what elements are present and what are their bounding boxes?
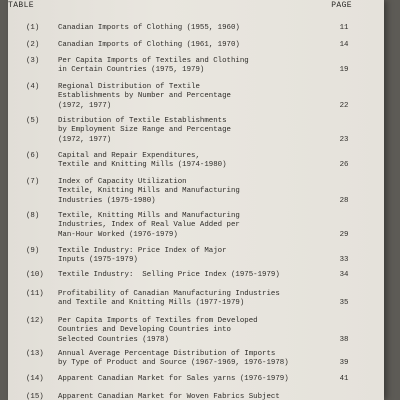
table-title xyxy=(58,393,326,400)
page-number: 29 xyxy=(339,230,349,239)
table-number: (3) xyxy=(26,57,40,65)
document-page xyxy=(8,0,384,400)
page-number: 34 xyxy=(339,271,349,279)
table-title xyxy=(58,317,326,345)
table-title-line: by Type of Product and Source (1967-1969, 1976-1978) xyxy=(58,359,289,368)
page-number: 26 xyxy=(339,161,349,170)
page-number: 33 xyxy=(339,256,349,265)
table-title xyxy=(58,117,326,145)
table-title xyxy=(58,350,326,369)
table-title xyxy=(58,178,326,206)
table-title-line: Countries and Developing Countries into xyxy=(58,326,231,335)
table-title-line: Index of Capacity Utilization xyxy=(58,178,187,186)
table-title-line: Annual Average Percentage Distribution of Imports xyxy=(58,350,276,358)
page-number: 11 xyxy=(339,24,349,32)
table-title-line: (1972, 1977) xyxy=(58,101,112,110)
page-number: 23 xyxy=(339,135,349,144)
table-title xyxy=(58,152,326,171)
table-title-line: Per Capita Imports of Textiles from Developed xyxy=(58,317,258,325)
table-title xyxy=(58,41,326,50)
page-number: 38 xyxy=(339,335,349,344)
page-number: 14 xyxy=(339,41,349,49)
table-title-line: Textile and Knitting Mills (1974-1980) xyxy=(58,161,227,170)
table-title xyxy=(58,57,326,76)
page-column-header: PAGE xyxy=(331,1,352,10)
table-number: (10) xyxy=(26,271,44,279)
table-title xyxy=(58,83,326,111)
table-title-line: and Textile and Knitting Mills (1977-1979) xyxy=(58,299,245,308)
table-title-line: Apparent Canadian Market for Woven Fabrics Subject xyxy=(58,393,280,400)
table-title xyxy=(58,212,326,240)
table-title xyxy=(58,271,326,280)
table-number: (6) xyxy=(26,152,40,160)
page-number: 35 xyxy=(339,299,349,308)
table-number: (12) xyxy=(26,317,44,325)
page-number: 39 xyxy=(339,359,349,368)
table-number: (14) xyxy=(26,375,44,383)
table-title-line: in Certain Countries (1975, 1979) xyxy=(58,66,205,75)
table-title xyxy=(58,247,326,266)
table-number: (11) xyxy=(26,290,44,298)
table-title-line: Textile, Knitting Mills and Manufacturing xyxy=(58,187,240,196)
table-number: (1) xyxy=(26,24,40,32)
table-title-line: Textile Industry: Price Index of Major xyxy=(58,247,227,255)
table-number: (15) xyxy=(26,393,44,400)
table-title-line: Apparent Canadian Market for Sales yarns (1976-1979) xyxy=(58,375,289,383)
table-title xyxy=(58,24,326,33)
table-title-line: Industries (1975-1980) xyxy=(58,196,156,205)
table-title-line: Distribution of Textile Establishments xyxy=(58,117,227,125)
table-number: (5) xyxy=(26,117,40,125)
table-title-line: Industries, Index of Real Value Added per xyxy=(58,221,240,230)
table-title-line: Establishments by Number and Percentage xyxy=(58,92,231,101)
table-title xyxy=(58,375,326,384)
table-title-line: Textile Industry: Selling Price Index (1975-1979) xyxy=(58,271,280,279)
table-title-line: Canadian Imports of Clothing (1955, 1960) xyxy=(58,24,240,32)
table-title-line: Inputs (1975-1979) xyxy=(58,256,138,265)
page-number: 22 xyxy=(339,101,349,110)
table-title-line: Textile, Knitting Mills and Manufacturing xyxy=(58,212,240,220)
table-number: (2) xyxy=(26,41,40,49)
page-number: 19 xyxy=(339,66,349,75)
table-number: (4) xyxy=(26,83,40,91)
table-title-line: Canadian Imports of Clothing (1961, 1970) xyxy=(58,41,240,49)
table-title-line: by Employment Size Range and Percentage xyxy=(58,126,231,135)
table-title-line: Capital and Repair Expenditures, xyxy=(58,152,200,160)
table-number: (7) xyxy=(26,178,40,186)
table-title-line: Per Capita Imports of Textiles and Clothing xyxy=(58,57,249,65)
table-title-line: Selected Countries (1978) xyxy=(58,335,169,344)
table-number: (9) xyxy=(26,247,40,255)
table-column-header: TABLE xyxy=(8,1,35,10)
page-number: 28 xyxy=(339,196,349,205)
table-title-line: (1972, 1977) xyxy=(58,135,112,144)
table-title-line: Profitability of Canadian Manufacturing Industries xyxy=(58,290,280,298)
table-title-line: Regional Distribution of Textile xyxy=(58,83,200,91)
table-title xyxy=(58,290,326,309)
table-title-line: Man-Hour Worked (1976-1979) xyxy=(58,230,178,239)
page-number: 41 xyxy=(339,375,349,383)
table-number: (8) xyxy=(26,212,40,220)
table-number: (13) xyxy=(26,350,44,358)
